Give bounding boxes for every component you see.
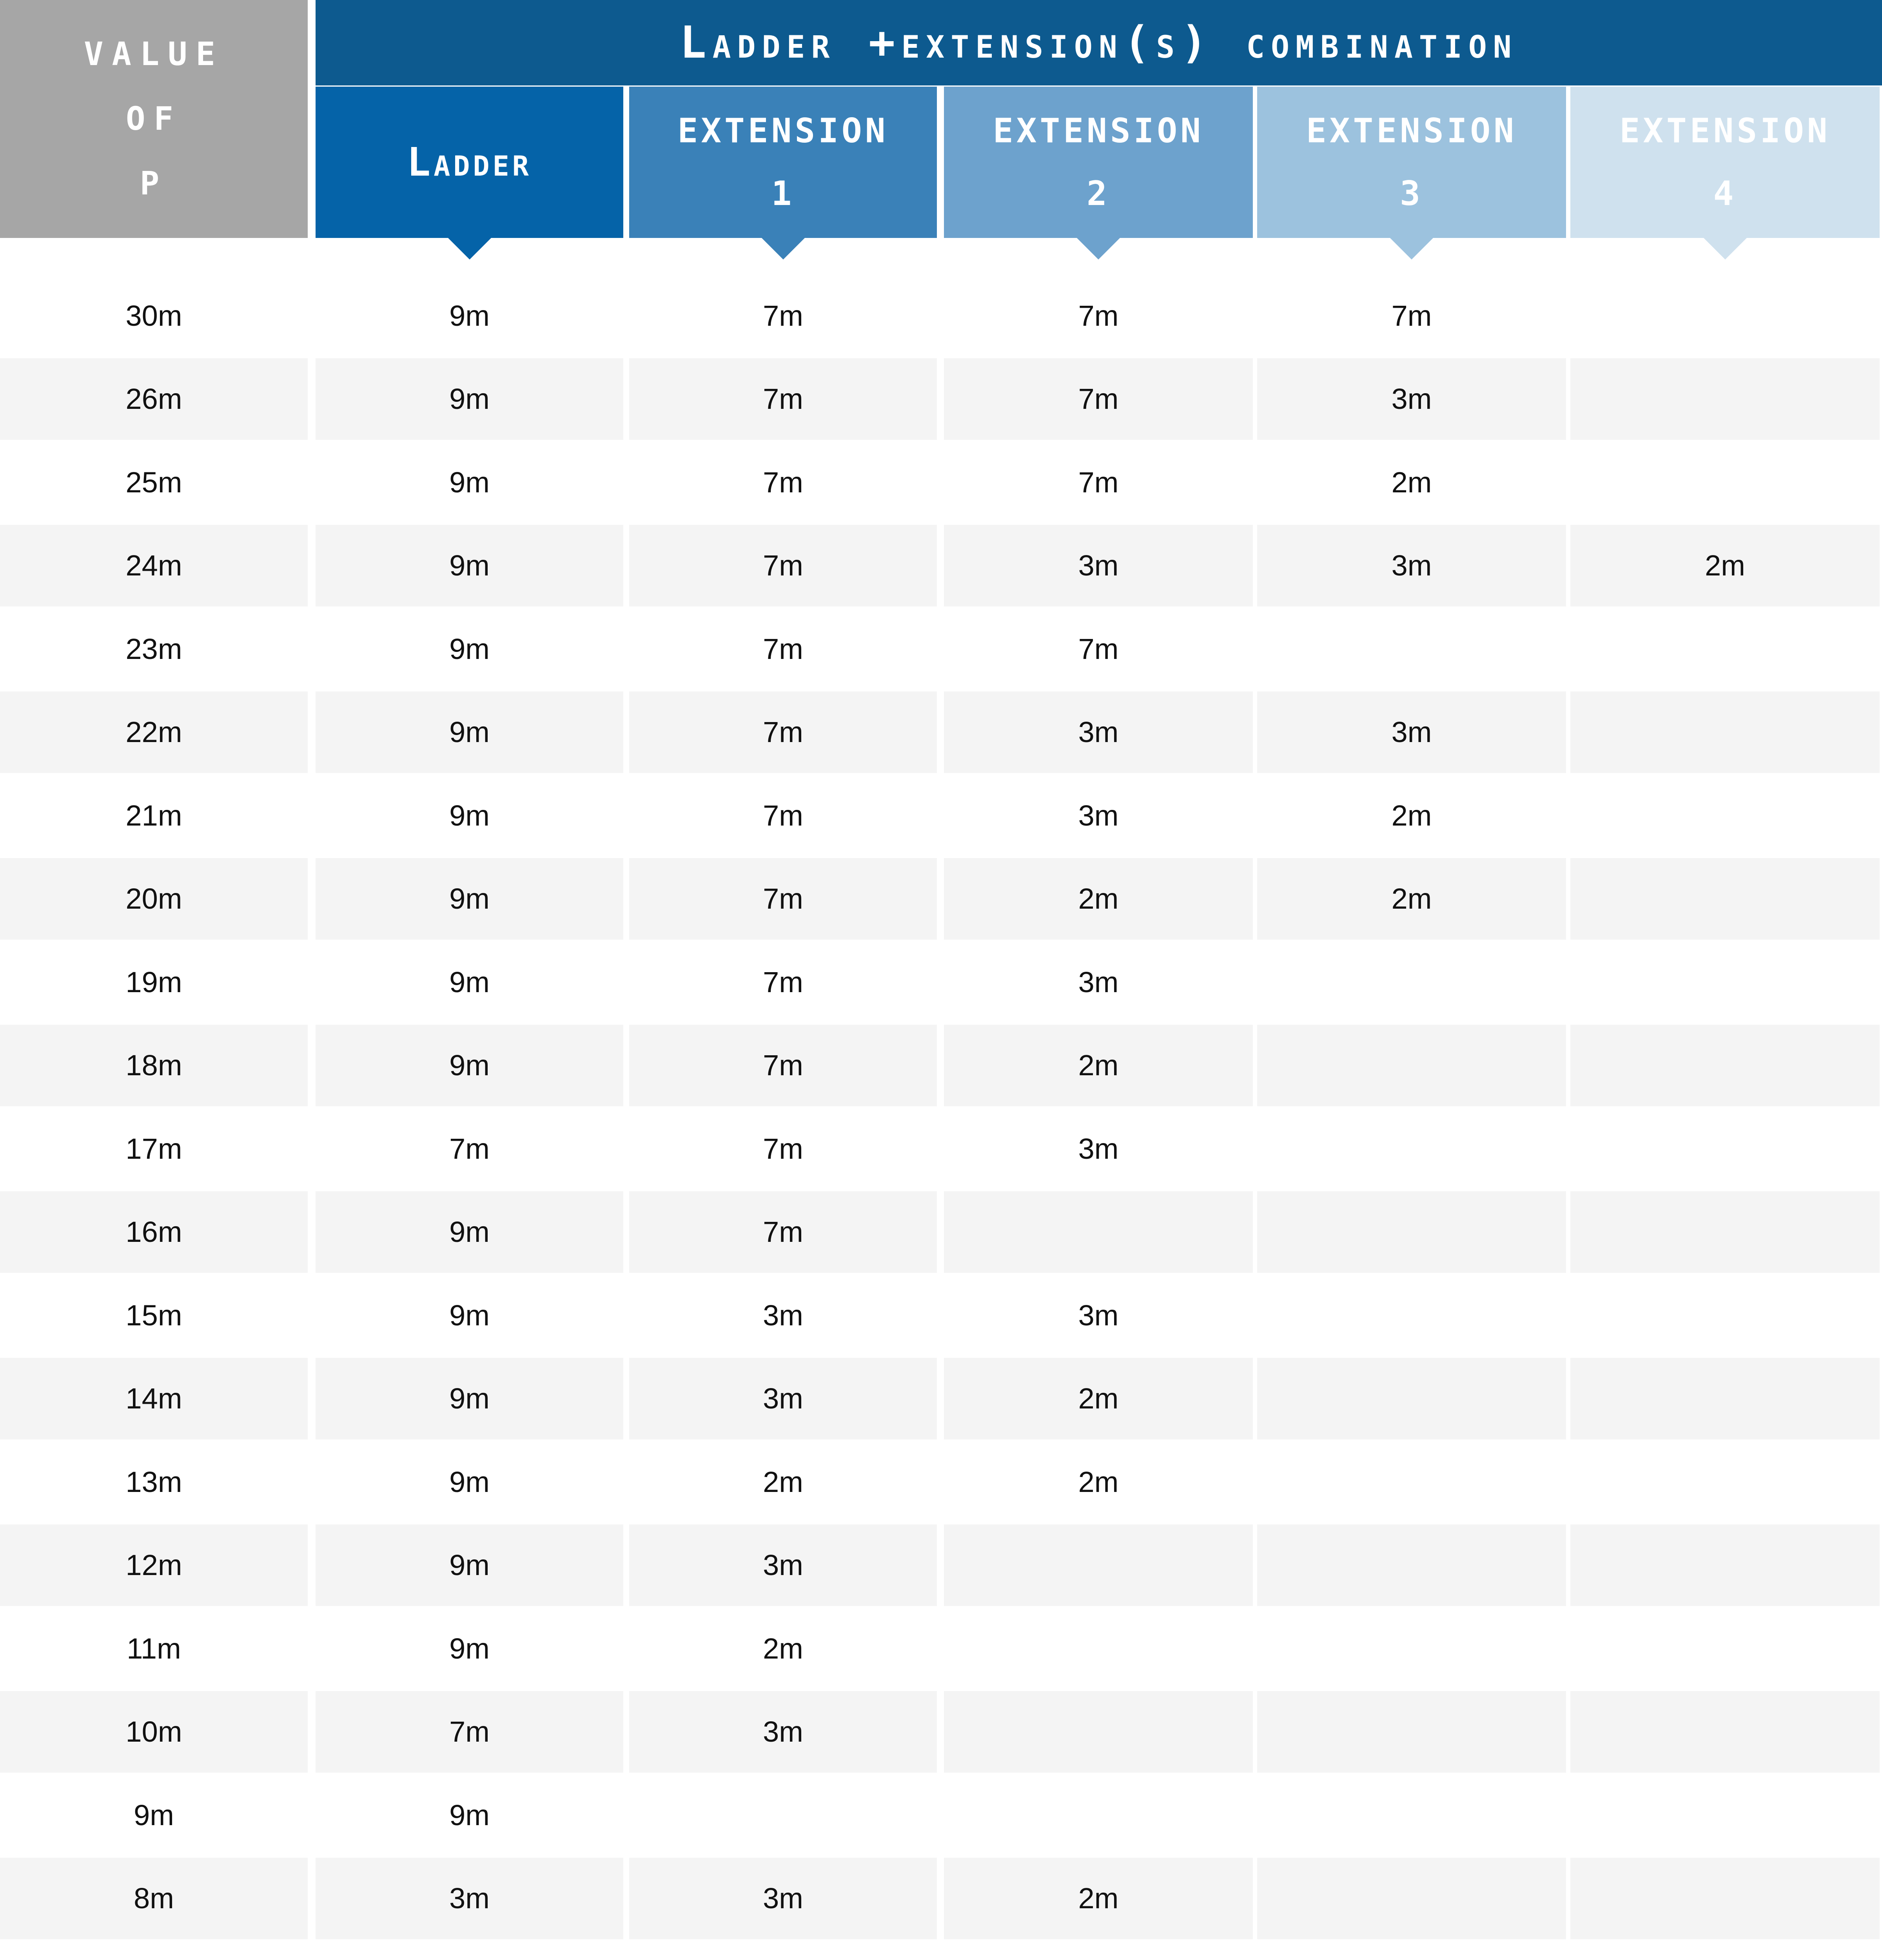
cell-extension-2 [944,1524,1253,1607]
cell-extension-3 [1257,1524,1566,1607]
cell-extension-3 [1257,1607,1566,1690]
cell-extension-1: 3m [763,1382,803,1415]
cell-extension-2 [944,1690,1253,1774]
column-pointer-arrow [1390,238,1433,260]
p-value-cell: 18m [125,1049,182,1082]
column-header-extension-2-text: EXTENSION [993,111,1204,151]
cell-ladder: 9m [449,1382,490,1415]
p-value-cell: 21m [125,799,182,832]
cell-extension-2: 2m [1078,1882,1119,1915]
cell-ladder: 9m [449,1798,490,1831]
cell-extension-1: 2m [763,1632,803,1665]
cell-ladder: 9m [449,1216,490,1249]
cell-extension-2: 3m [1078,716,1119,749]
combination-title: Ladder +extension(s) combination [680,17,1518,68]
column-header-extension-4-text: 4 [1713,174,1737,213]
cell-extension-4 [1570,857,1880,941]
cell-ladder: 7m [449,1715,490,1748]
cell-ladder: 9m [449,1049,490,1082]
cell-extension-3 [1257,1024,1566,1107]
cell-extension-1: 7m [763,299,803,332]
column-header-extension-3-text: 3 [1400,174,1423,213]
cell-extension-2: 3m [1078,799,1119,832]
column-header-extension-1-text: 1 [771,174,795,213]
cell-ladder: 9m [449,965,490,998]
column-header-ladder-text: Ladder [407,139,532,185]
cell-ladder: 9m [449,799,490,832]
cell-extension-4 [1570,1440,1880,1524]
cell-extension-4 [1570,441,1880,524]
cell-extension-2: 7m [1078,383,1119,416]
cell-extension-3 [1257,1940,1566,1960]
cell-extension-1: 3m [763,1715,803,1748]
p-value-cell [0,1940,308,1960]
column-header-extension-4-text: EXTENSION [1619,111,1831,151]
cell-extension-3 [1257,1107,1566,1191]
cell-extension-3 [1257,1773,1566,1857]
cell-extension-4 [1570,1524,1880,1607]
p-value-cell: 25m [125,466,182,499]
cell-extension-2: 2m [1078,1382,1119,1415]
cell-extension-1: 7m [763,632,803,665]
cell-extension-3: 2m [1391,466,1432,499]
cell-extension-2 [944,1773,1253,1857]
cell-ladder: 9m [449,1549,490,1582]
cell-extension-4 [1570,1857,1880,1940]
cell-extension-1: 7m [763,466,803,499]
cell-extension-2: 3m [1078,1132,1119,1165]
cell-extension-4 [1570,274,1880,358]
cell-extension-3: 3m [1391,716,1432,749]
cell-extension-4 [1570,358,1880,441]
column-pointer-arrow [762,238,805,260]
cell-extension-1: 7m [763,383,803,416]
cell-ladder: 9m [449,882,490,915]
cell-ladder [316,1940,623,1960]
cell-extension-2: 7m [1078,632,1119,665]
cell-ladder: 9m [449,716,490,749]
cell-extension-3 [1257,1857,1566,1940]
cell-extension-4 [1570,1607,1880,1690]
p-value-cell: 10m [125,1715,182,1748]
cell-extension-1: 3m [763,1882,803,1915]
column-header-extension-2 [944,87,1253,238]
cell-ladder: 9m [449,299,490,332]
cell-extension-4 [1570,1107,1880,1191]
cell-extension-1: 7m [763,799,803,832]
column-header-extension-3-text: EXTENSION [1306,111,1517,151]
cell-extension-3: 2m [1391,882,1432,915]
column-header-extension-3 [1257,87,1566,238]
column-pointer-arrow [1704,238,1747,260]
cell-ladder: 9m [449,383,490,416]
column-header-extension-1 [629,87,937,238]
cell-extension-2 [944,1191,1253,1274]
value-of-p-line-2: OF [126,100,182,138]
p-value-cell: 24m [125,549,182,582]
cell-extension-1: 2m [763,1465,803,1498]
cell-ladder: 9m [449,1299,490,1332]
combination-title-header [316,0,1882,85]
cell-extension-4 [1570,1940,1880,1960]
cell-extension-2 [944,1607,1253,1690]
value-of-p-line-3: P [140,165,168,202]
column-header-extension-4 [1570,87,1880,238]
cell-extension-2: 3m [1078,965,1119,998]
cell-extension-3 [1257,1274,1566,1357]
p-value-cell: 9m [134,1798,174,1831]
value-of-p-line-1: VALUE [84,36,224,73]
cell-extension-4 [1570,1024,1880,1107]
p-value-cell: 26m [125,383,182,416]
p-value-cell: 11m [127,1632,181,1665]
cell-ladder: 3m [449,1882,490,1915]
p-value-cell: 23m [125,632,182,665]
cell-extension-2: 3m [1078,549,1119,582]
p-value-cell: 30m [125,299,182,332]
cell-extension-2: 7m [1078,466,1119,499]
cell-extension-1 [629,1773,937,1857]
value-of-p-header [0,0,308,238]
cell-extension-4 [1570,1357,1880,1441]
cell-extension-1: 7m [763,965,803,998]
cell-extension-4 [1570,691,1880,774]
cell-extension-2: 2m [1078,1465,1119,1498]
cell-extension-2 [944,1940,1253,1960]
cell-extension-3: 3m [1391,549,1432,582]
cell-ladder: 9m [449,1465,490,1498]
cell-extension-4 [1570,940,1880,1024]
column-header-extension-2-text: 2 [1087,174,1110,213]
p-value-cell: 17m [125,1132,182,1165]
p-value-cell: 13m [125,1465,182,1498]
p-value-cell: 19m [125,965,182,998]
cell-extension-1: 7m [763,1132,803,1165]
cell-extension-3 [1257,1357,1566,1441]
cell-extension-3 [1257,1690,1566,1774]
cell-extension-4 [1570,1690,1880,1774]
cell-extension-3 [1257,1191,1566,1274]
cell-ladder: 9m [449,466,490,499]
cell-ladder: 9m [449,549,490,582]
cell-extension-3 [1257,1440,1566,1524]
column-header-ladder [316,87,623,238]
cell-extension-3 [1257,607,1566,691]
cell-extension-4 [1570,1274,1880,1357]
cell-extension-1: 7m [763,549,803,582]
cell-extension-4 [1570,774,1880,857]
column-header-extension-1-text: EXTENSION [677,111,889,151]
column-pointer-arrow [448,238,491,260]
cell-extension-1 [629,1940,937,1960]
cell-extension-3: 7m [1391,299,1432,332]
cell-extension-4: 2m [1705,549,1745,582]
cell-extension-1: 7m [763,1216,803,1249]
column-pointer-arrow [1077,238,1120,260]
cell-ladder: 9m [449,632,490,665]
p-value-cell: 8m [134,1882,174,1915]
cell-extension-3: 2m [1391,799,1432,832]
p-value-cell: 22m [125,716,182,749]
p-value-cell: 14m [125,1382,182,1415]
cell-extension-2: 2m [1078,1049,1119,1082]
p-value-cell: 15m [125,1299,182,1332]
p-value-cell: 12m [125,1549,182,1582]
cell-extension-3 [1257,940,1566,1024]
cell-extension-1: 7m [763,1049,803,1082]
cell-extension-4 [1570,607,1880,691]
cell-extension-4 [1570,1191,1880,1274]
cell-extension-1: 7m [763,882,803,915]
p-value-cell: 16m [125,1216,182,1249]
cell-ladder: 9m [449,1632,490,1665]
cell-extension-2: 7m [1078,299,1119,332]
cell-extension-2: 2m [1078,882,1119,915]
cell-extension-1: 3m [763,1299,803,1332]
cell-extension-1: 7m [763,716,803,749]
cell-extension-1: 3m [763,1549,803,1582]
cell-extension-2: 3m [1078,1299,1119,1332]
cell-extension-4 [1570,1773,1880,1857]
cell-extension-3: 3m [1391,383,1432,416]
p-value-cell: 20m [125,882,182,915]
cell-ladder: 7m [449,1132,490,1165]
